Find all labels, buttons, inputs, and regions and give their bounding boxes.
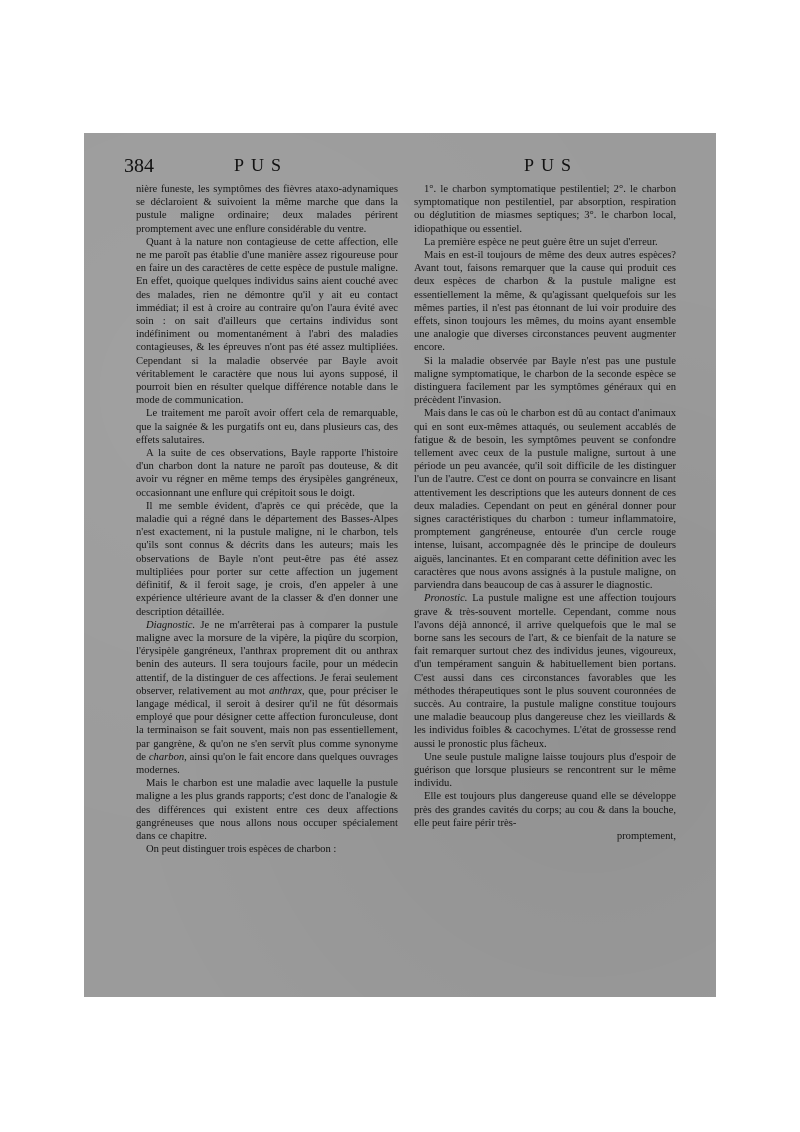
- catchword: promptement,: [616, 830, 676, 842]
- scanned-page: [84, 133, 716, 997]
- paragraph: nière funeste, les symptômes des fièvres ataxo-adynamiques se déclaroient & suivoient la même marche que dans la pustule maligne ordinaire; deux malades périrent promptement avec une enflure considérable du ventre.: [136, 184, 398, 235]
- left-column: [136, 183, 398, 856]
- paragraph: Mais en est-il toujours de même des deux autres espèces? Avant tout, faisons remarquer que la cause qui produit ces deux espèces de charbon & la pustule maligne est essentiellement la même, & qu'agissant quelquefois sur les mêmes parties, il n'est pas étonnant de lui voir produire des effets, sinon toujours les mêmes, du moins ayant ensemble une analogie que diverses circonstances peuvent augmenter encore.: [414, 250, 676, 354]
- paragraph: Si la maladie observée par Bayle n'est pas une pustule maligne symptomatique, le charbon de la seconde espèce se distinguera facilement par les symptômes généraux qui en précèdent l'invasion.: [414, 355, 676, 407]
- text-run: , que, pour préciser le langage médical, il seroit à desirer qu'il ne fût désormais employé que pour désigner cette affection furonculeuse, dont la terminaison se fait souvent, mais non pas essentiellement, par gangrène, & qu'on ne s'en servît plus comme synonyme de: [136, 685, 398, 763]
- text-run: La pustule maligne est une affection toujours grave & très-souvent mortelle. Cependant, comme nous l'avons déjà annoncé, il arrive quelquefois que le mal se borne sans les secours de l'art, & ce bienfait de la nature se fait remarquer surtout chez des individus jeunes, vigoureux, d'un tempérament sanguin & habituellement bien portans. C'est aussi dans ces circonstances favorables que les méthodes thérapeutiques sont le plus souvent couronnées de succès. Au contraire, la pustule maligne constitue toujours une maladie beaucoup plus dangereuse chez les vieillards & les individus foibles & cacochymes. L'état de grossesse rend aussi le pronostic plus fâcheux.: [414, 593, 676, 750]
- italic-term: anthrax: [268, 685, 302, 697]
- paragraph: A la suite de ces observations, Bayle rapporte l'histoire d'un charbon dont la nature ne paroît pas douteuse, & dit avoir vu régner en même temps des érysipèles gangréneux, occasionnant une enflure qui crépitoit sous le doigt.: [136, 448, 398, 499]
- paragraph: Le traitement me paroît avoir offert cela de remarquable, que la saignée & les purgatifs ont eu, dans plusieurs cas, des effets salutaires.: [136, 408, 398, 446]
- page-number: 384: [124, 155, 154, 177]
- paragraph: 1°. le charbon symptomatique pestilentiel; 2°. le charbon symptomatique non pestilentiel, par absorption, respiration ou déglutition de miasmes septiques; 3°. le charbon local, idiopathique ou essentiel.: [414, 184, 676, 235]
- text-run: , ainsi qu'on le fait encore dans quelques ouvrages modernes.: [136, 751, 399, 776]
- italic-term: charbon: [148, 751, 185, 763]
- paragraph: Mais dans le cas où le charbon est dû au contact d'animaux qui en sont eux-mêmes attaqués, ou seulement accablés de fatigue & de besoin, les symptômes peuvent se confondre tellement avec ceux de la pustule maligne, surtout à une période un peu avancée, qu'il soit difficile de les distinguer l'un de l'autre. C'est ce dont on pourra se convaincre en lisant attentivement les descriptions que les auteurs donnent de ces deux maladies. Cependant on peut en général donner pour signes caractéristiques du charbon : tumeur inflammatoire, promptement gangréneuse, entourée d'un cercle rouge intense, luisant, accompagnée dès le principe de douleurs aiguës, lancinantes. Et en comparant cette définition avec les caractères que nous avons assignés à la pustule maligne, on parviendra dans beaucoup de cas à assurer le diagnostic.: [414, 408, 676, 592]
- paragraph: Mais le charbon est une maladie avec laquelle la pustule maligne a les plus grands rapports; c'est donc de l'analogie & des différences qui existent entre ces deux affections gangréneuses que nous allons nous occuper spécialement dans ce chapitre.: [136, 778, 398, 842]
- text-run: Je ne m'arrêterai pas à comparer la pustule maligne avec la morsure de la vipère, la piqûre du scorpion, l'érysipèle gangréneux, l'anthrax proprement dit ou anthrax benin des auteurs. Il sera toujours facile, pour un médecin attentif, de la distinguer de ces affections. Je ferai seulement observer, relativement au mot: [136, 619, 398, 697]
- paragraph: Quant à la nature non contagieuse de cette affection, elle ne me paroît pas établie d'une manière assez rigoureuse pour en faire un des caractères de cette espèce de pustule maligne. En effet, quoique quelques individus sains aient couché avec des malades, rien ne démontre qu'il y ait eu contact immédiat; il est à croire au contraire qu'on l'aura évité avec soin : on sait d'ailleurs que certains individus sont indéfiniment ou momentanément à l'abri des maladies contagieuses, & les épreuves n'ont pas été assez multipliées. Cependant si la maladie observée par Bayle avoit véritablement le caractère que nous lui ayons supposé, il pourroit bien en résulter quelque différence notable dans le mode de communication.: [136, 236, 398, 407]
- paragraph: Elle est toujours plus dangereuse quand elle se développe près des grandes cavités du corps; au cou & dans la bouche, elle peut faire périr très-: [414, 791, 676, 829]
- running-header-right: PUS: [524, 155, 579, 175]
- section-lead-diagnostic: Diagnostic.: [146, 619, 196, 631]
- paragraph: Une seule pustule maligne laisse toujours plus d'espoir de guérison que lorsque plusieurs se rencontrent sur le même individu.: [414, 751, 676, 790]
- prognostic-paragraph: [414, 592, 676, 750]
- right-column: [414, 183, 676, 843]
- paragraph: On peut distinguer trois espèces de charbon :: [146, 844, 337, 856]
- diagnostic-paragraph: [136, 619, 398, 777]
- running-header-left: PUS: [234, 155, 289, 175]
- paragraph: Il me semble évident, d'après ce qui précède, que la maladie qui a régné dans le département des Basses-Alpes n'est exactement, ni la pustule maligne, ni le charbon, tels qu'ils sont connus & décrits dans les auteurs; mais les observations de Bayle n'ont peut-être pas été assez multipliées pour porter sur cette affection un jugement définitif, & il feroit sage, je crois, d'en appeler à une expérience ultérieure avant de la classer & d'en donner une description détaillée.: [136, 500, 398, 618]
- section-lead-prognostic: Pronostic.: [424, 593, 468, 605]
- paragraph: La première espèce ne peut guère être un sujet d'erreur.: [424, 236, 658, 248]
